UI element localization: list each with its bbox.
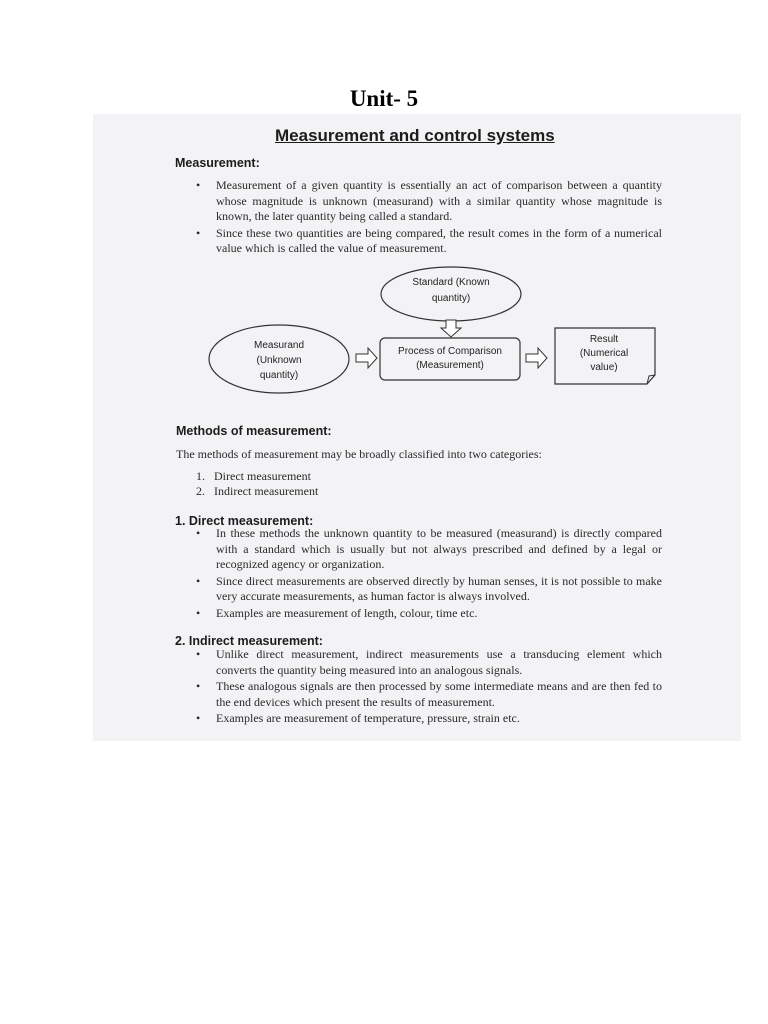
methods-intro: The methods of measurement may be broadly classified into two categories: <box>176 447 542 461</box>
indirect-bullet-list <box>196 647 662 728</box>
measurand-label-line1: Measurand <box>253 340 305 351</box>
bullet-icon: • <box>196 647 201 661</box>
list-item: • Measurement of a given quantity is essentially an act of comparison between a quantity whose magnitude is unknown (measurand) with a similar quantity whose magnitude is known, the later quantity being called a standard. <box>196 178 662 223</box>
bullet-icon: • <box>196 573 201 588</box>
unit-title: Unit- 5 <box>349 86 419 111</box>
process-label-line2: (Measurement) <box>416 360 484 371</box>
result-label-line1: Result <box>589 334 619 345</box>
methods-heading: Methods of measurement: <box>176 424 332 438</box>
methods-list <box>196 469 318 499</box>
indirect-measurement-heading: 2. Indirect measurement: <box>175 634 323 648</box>
list-item: • In these methods the unknown quantity to be measured (measurand) is directly compared with a standard which is usually but not always prescribed and defined by a legal or recognized agency or organization. <box>196 526 662 571</box>
process-label-line1: Process of Comparison <box>398 346 502 357</box>
document-title: Measurement and control systems <box>275 126 555 145</box>
measurand-label-line2: (Unknown <box>256 355 302 366</box>
result-box <box>555 328 655 384</box>
process-box <box>380 338 520 380</box>
list-item: • These analogous signals are then processed by some intermediate means and are then fed to the end devices which present the results of measurement. <box>196 679 662 709</box>
measurement-heading: Measurement: <box>175 156 260 170</box>
list-item: • Examples are measurement of temperature, pressure, strain etc. <box>196 711 520 725</box>
direct-measurement-heading: 1. Direct measurement: <box>175 514 314 528</box>
result-label-line3: value) <box>590 362 618 373</box>
bullet-icon: • <box>196 526 201 540</box>
list-item: 2. Indirect measurement <box>196 484 319 498</box>
bullet-icon: • <box>196 178 201 192</box>
standard-ellipse <box>381 267 521 321</box>
bullet-icon: • <box>196 605 201 620</box>
folded-corner-icon <box>647 375 655 384</box>
bullet-icon: • <box>196 225 201 240</box>
right-arrow-icon <box>526 348 547 368</box>
list-item: • Unlike direct measurement, indirect measurements use a transducing element which converts the quantity being measured into an analogous signals. <box>196 647 662 677</box>
scanned-page <box>93 114 741 741</box>
list-item: • Since direct measurements are observed directly by human senses, it is not possible to make very accurate measurements, as human factor is always involved. <box>196 573 662 603</box>
bullet-icon: • <box>196 711 201 725</box>
measurement-bullet-list <box>196 178 662 258</box>
standard-label-line2: quantity) <box>431 293 471 304</box>
standard-label-line1: Standard (Known <box>412 277 490 288</box>
list-item: 1. Direct measurement <box>196 469 311 483</box>
result-label-line2: (Numerical <box>579 348 629 359</box>
list-item: • Examples are measurement of length, colour, time etc. <box>196 605 478 620</box>
direct-bullet-list <box>196 526 662 622</box>
list-item: • Since these two quantities are being compared, the result comes in the form of a numerical value which is called the value of measurement. <box>196 225 662 255</box>
right-arrow-icon <box>356 348 377 368</box>
bullet-icon: • <box>196 679 201 693</box>
measurand-label-line3: quantity) <box>259 370 299 381</box>
down-arrow-icon <box>441 320 461 337</box>
measurand-ellipse <box>209 325 349 393</box>
